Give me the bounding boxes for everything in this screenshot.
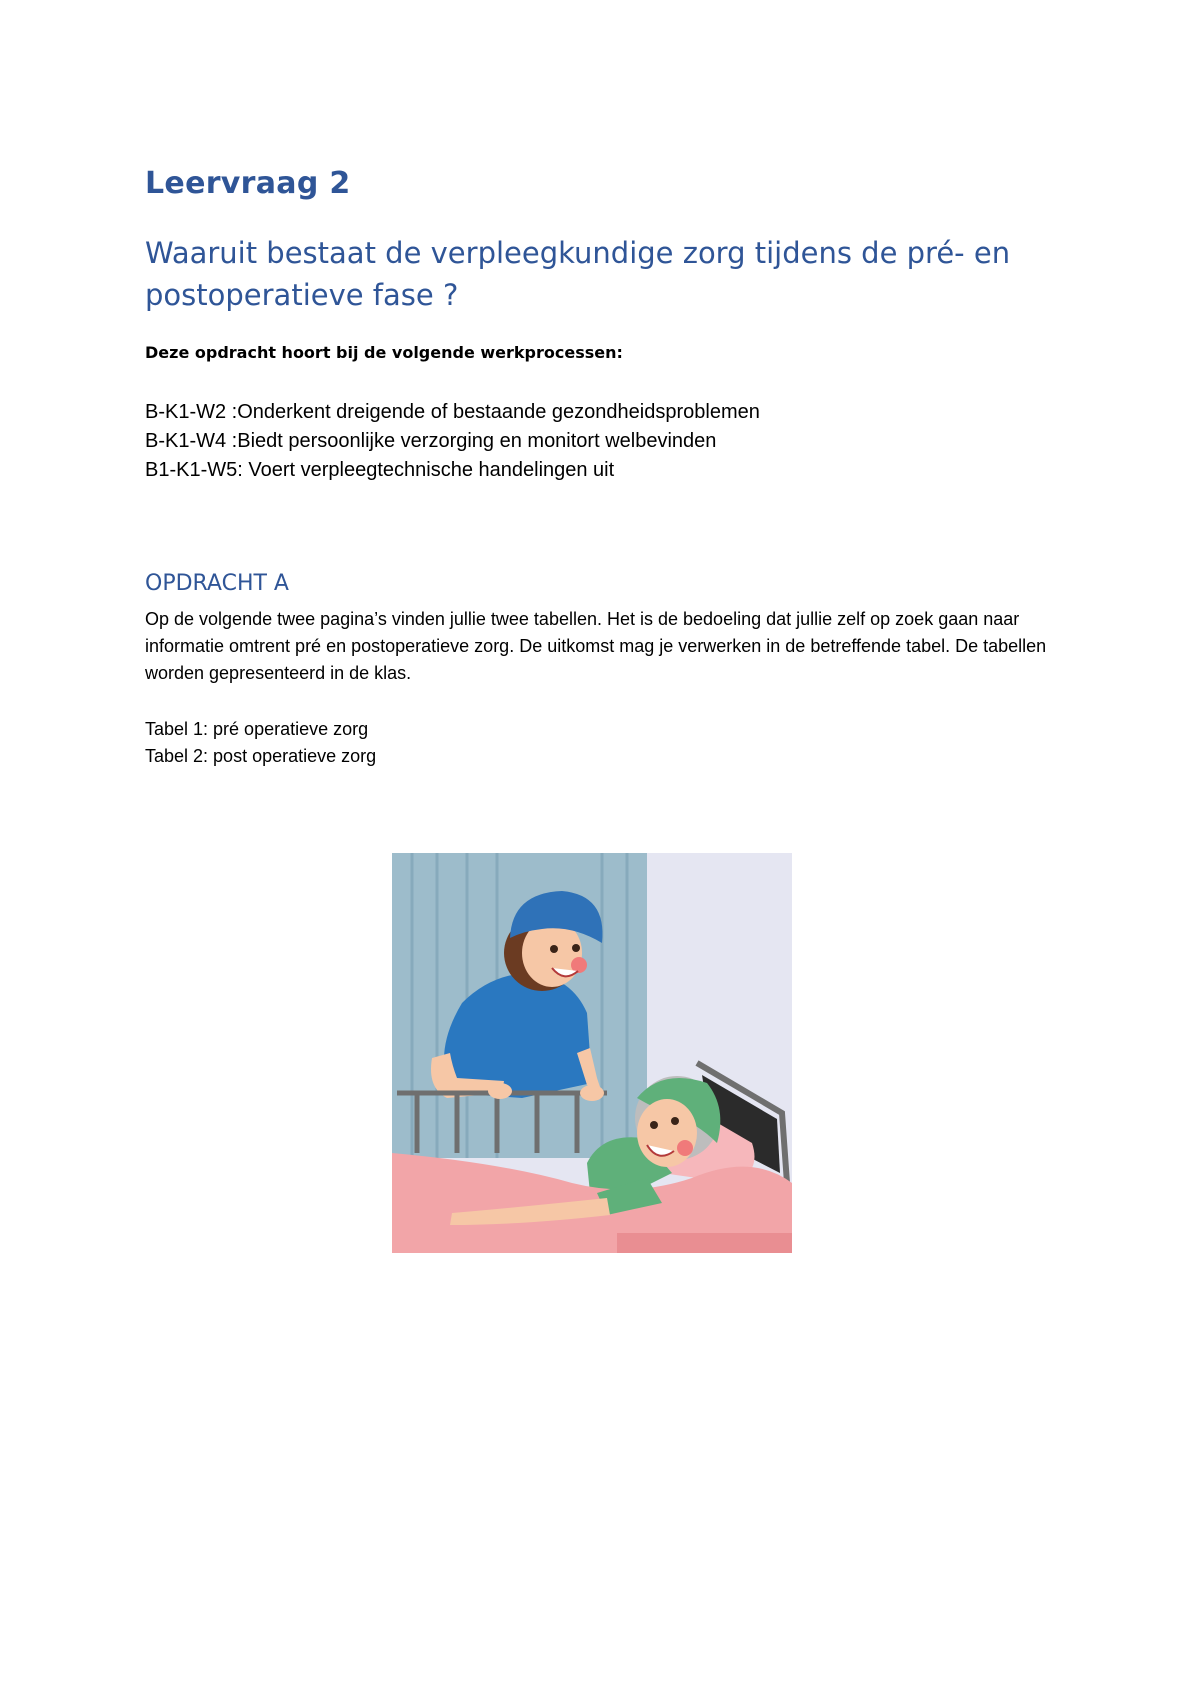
table-list-item: Tabel 2: post operatieve zorg — [145, 746, 377, 766]
work-process-list — [145, 398, 760, 485]
learning-question: Waaruit bestaat de verpleegkundige zorg tijdens de pré- en postoperatieve fase ? — [145, 236, 1011, 312]
intro-text: Deze opdracht hoort bij de volgende werkprocessen: — [145, 343, 623, 362]
nurse-patient-illustration — [392, 853, 792, 1253]
work-process-item: B1-K1-W5: Voert verpleegtechnische handelingen uit — [145, 459, 615, 481]
nurse-eye — [550, 945, 558, 953]
patient-cheek — [677, 1140, 693, 1156]
patient-face — [637, 1099, 697, 1167]
nurse-hand — [488, 1083, 512, 1099]
nurse-eye — [572, 944, 580, 952]
nurse-hand — [580, 1085, 604, 1101]
table-list — [145, 716, 376, 770]
patient-eye — [650, 1121, 658, 1129]
assignment-body: Op de volgende twee pagina’s vinden jullie twee tabellen. Het is de bedoeling dat jullie zelf op zoek gaan naar informatie omtrent pré en postoperatieve zorg. De uitkomst mag je verwerken in de betreffende tabel. De tabellen worden gepresenteerd in de klas. — [145, 609, 1047, 683]
work-process-item: B-K1-W2 :Onderkent dreigende of bestaande gezondheidsproblemen — [145, 401, 760, 423]
bed-frame — [617, 1233, 792, 1253]
work-process-item: B-K1-W4 :Biedt persoonlijke verzorging en monitort welbevinden — [145, 430, 717, 452]
patient-eye — [671, 1117, 679, 1125]
table-list-item: Tabel 1: pré operatieve zorg — [145, 719, 369, 739]
page-title: Leervraag 2 — [145, 166, 351, 201]
assignment-heading: OPDRACHT A — [145, 571, 289, 596]
